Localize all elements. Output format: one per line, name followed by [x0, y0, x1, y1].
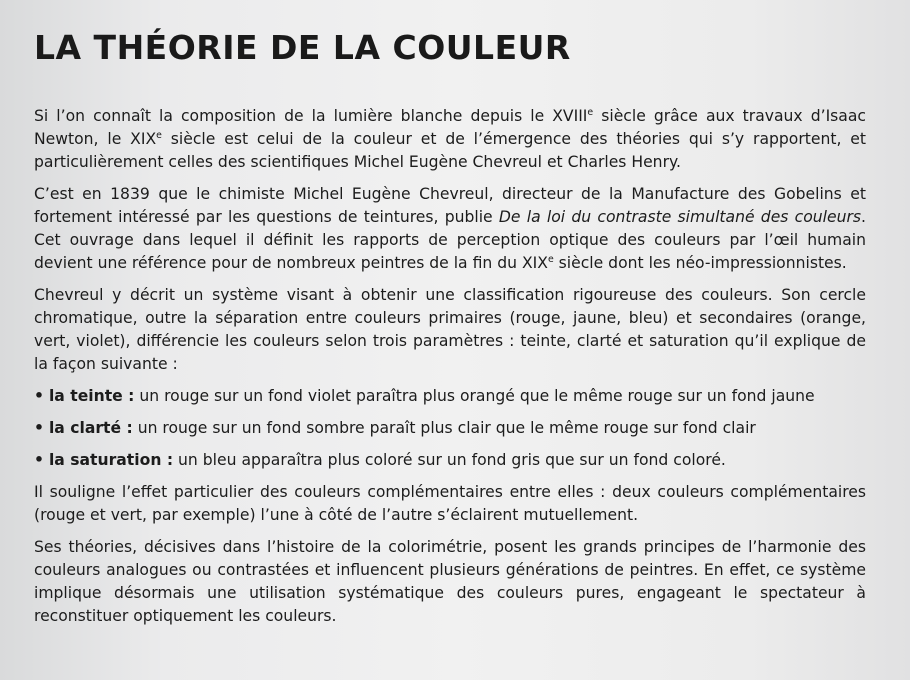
superscript: e	[547, 253, 554, 265]
paragraph-chevreul-part: . Cet ouvrage dans lequel il définit les rapports de perception optique des couleurs par l’œil humain devient une référence pour de nombreux peintres de la fin du XIX	[34, 208, 866, 272]
paragraph-intro	[34, 105, 866, 174]
list-term: la clarté :	[48, 419, 133, 437]
bullet-icon: •	[34, 451, 44, 469]
paragraph-intro-part: siècle grâce aux travaux d’Isaac Newton, le XIX	[34, 107, 866, 148]
book-title: De la loi du contraste simultané des couleurs	[498, 208, 862, 226]
superscript: e	[587, 106, 594, 118]
bullet-icon: •	[34, 419, 44, 437]
paragraph-chevreul	[34, 183, 866, 275]
list-text: un rouge sur un fond violet paraîtra plus orangé que le même rouge sur un fond jaune	[134, 387, 815, 405]
bullet-icon: •	[34, 387, 44, 405]
paragraph-complementary: Il souligne l’effet particulier des couleurs complémentaires entre elles : deux couleurs complémentaires (rouge et vert, par exemple) l’une à côté de l’autre s’éclairent mutuellement.	[34, 483, 866, 524]
paragraph-intro-part: Si l’on connaît la composition de la lumière blanche depuis le XVIII	[34, 107, 588, 125]
list-text: un bleu apparaîtra plus coloré sur un fond gris que sur un fond coloré.	[173, 451, 726, 469]
panel-text	[34, 105, 866, 637]
list-item	[34, 449, 866, 472]
paragraph-system: Chevreul y décrit un système visant à obtenir une classification rigoureuse des couleurs. Son cercle chromatique, outre la séparation entre couleurs primaires (rouge, jaune, bleu) et secondaires (orange, vert, violet), différencie les couleurs selon trois paramètres : teinte, clarté et saturation qu’il explique de la façon suivante :	[34, 286, 866, 373]
paragraph-chevreul-part: siècle dont les néo-impressionnistes.	[553, 254, 847, 272]
list-item	[34, 385, 866, 408]
paragraph-chevreul-part: C’est en 1839 que le chimiste Michel Eugène Chevreul, directeur de la Manufacture des Gobelins et fortement intéressé par les questions de teintures, publie	[34, 185, 866, 226]
parameters-list	[34, 385, 866, 472]
page-title: LA THÉORIE DE LA COULEUR	[34, 28, 571, 67]
paragraph-conclusion: Ses théories, décisives dans l’histoire de la colorimétrie, posent les grands principes de l’harmonie des couleurs analogues ou contrastées et influencent plusieurs générations de peintres. En effet, ce système implique désormais une utilisation systématique des couleurs pures, engageant le spectateur à reconstituer optiquement les couleurs.	[34, 538, 866, 625]
list-item	[34, 417, 866, 440]
paragraph-intro-part: siècle est celui de la couleur et de l’émergence des théories qui s’y rapportent, et particulièrement celles des scientifiques Michel Eugène Chevreul et Charles Henry.	[34, 130, 866, 171]
list-term: la saturation :	[48, 451, 174, 469]
superscript: e	[156, 129, 162, 141]
list-term: la teinte :	[48, 387, 135, 405]
list-text: un rouge sur un fond sombre paraît plus clair que le même rouge sur fond clair	[132, 419, 756, 437]
